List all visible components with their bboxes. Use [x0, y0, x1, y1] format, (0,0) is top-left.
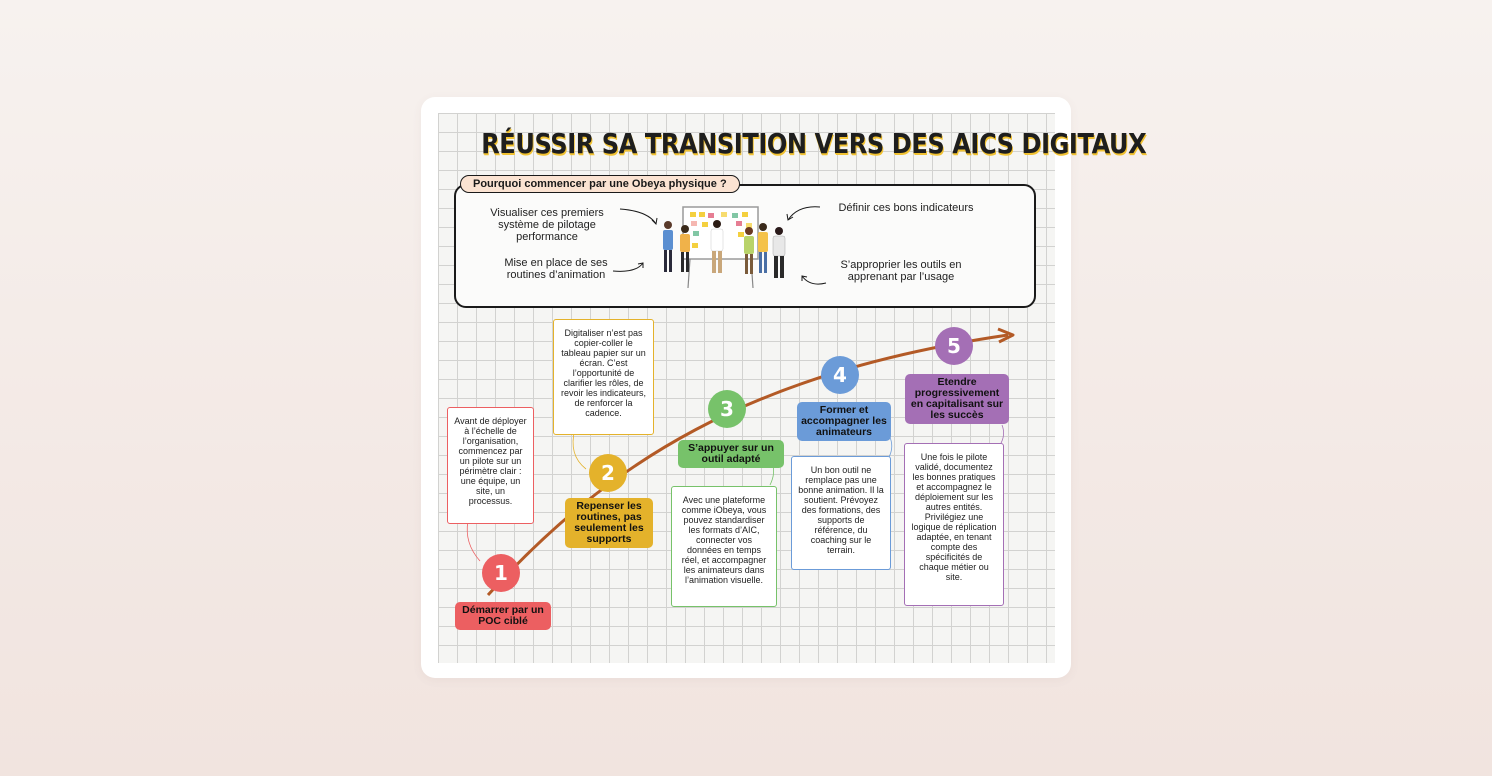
step-2-note: Digitaliser n’est pas copier-coller le tableau papier sur un écran. C’est l’opportunité de clarifier les rôles, de revoir les indicateurs, de renforcer la cadence.	[553, 319, 654, 435]
why-section-tag: Pourquoi commencer par une Obeya physique ?	[460, 175, 740, 193]
step-3-label: S’appuyer sur un outil adapté	[678, 440, 784, 468]
step-4-number: 4	[821, 356, 859, 394]
step-4-note: Un bon outil ne remplace pas une bonne animation. Il la soutient. Prévoyez des formations, des supports de référence, du coaching sur le terrain.	[791, 456, 891, 570]
infographic-poster	[438, 113, 1147, 663]
step-3-number: 3	[708, 390, 746, 428]
step-1-note: Avant de déployer à l’échelle de l’organisation, commencez par un pilote sur un périmètre clair : une équipe, un site, un processus.	[447, 407, 534, 524]
why-item-routines: Mise en place de ses routines d’animation	[504, 257, 608, 281]
step-2-label: Repenser les routines, pas seulement les supports	[565, 498, 653, 548]
step-5-number: 5	[935, 327, 973, 365]
poster-title: RÉUSSIR SA TRANSITION VERS DES AICS DIGITAUX	[481, 127, 1147, 160]
why-item-indicateurs: Définir ces bons indicateurs	[838, 202, 974, 214]
step-3-note: Avec une plateforme comme iObeya, vous pouvez standardiser les formats d’AIC, connecter vos données en temps réel, et accompagner les animateurs dans l’animation visuelle.	[671, 486, 777, 607]
step-1-number: 1	[482, 554, 520, 592]
step-4-label: Former et accompagner les animateurs	[797, 402, 891, 441]
step-2-number: 2	[589, 454, 627, 492]
step-5-note: Une fois le pilote validé, documentez les bonnes pratiques et accompagnez le déploiement sur les autres entités. Privilégiez une logique de réplication adaptée, en tenant compte des spécificités de chaque métier ou site.	[904, 443, 1004, 606]
why-item-outils: S’approprier les outils en apprenant par l’usage	[840, 259, 962, 283]
step-1-label: Démarrer par un POC ciblé	[455, 602, 551, 630]
why-item-visualiser: Visualiser ces premiers système de pilotage performance	[490, 207, 604, 243]
step-5-label: Etendre progressivement en capitalisant sur les succès	[905, 374, 1009, 424]
